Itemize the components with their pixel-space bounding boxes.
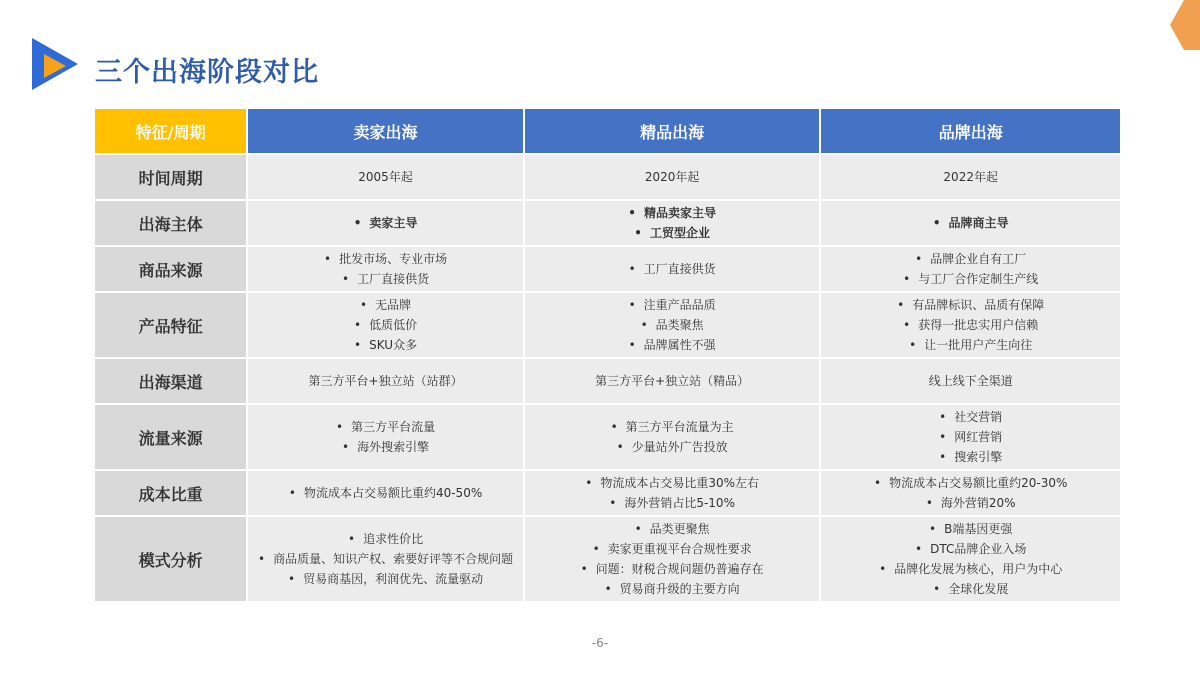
header-corner-cell: 特征/周期 [95,109,246,153]
bullet-list [254,249,517,289]
table-cell [821,359,1120,403]
bullet-item: • 海外搜索引擎 [254,437,517,457]
bullet-list [254,483,517,503]
bullet-list [254,295,517,355]
logo-play-icon [32,38,78,90]
bullet-list [827,295,1114,355]
table-cell [821,471,1120,515]
bullet-item: • 物流成本占交易比重30%左右 [531,473,814,493]
bullet-item: • 与工厂合作定制生产线 [827,269,1114,289]
table-row [95,405,1120,469]
table-cell [248,359,523,403]
table-row [95,247,1120,291]
table-row [95,517,1120,601]
table-cell [821,247,1120,291]
row-label: 出海主体 [95,201,246,245]
cell-text: 第三方平台+独立站（精品） [595,374,750,388]
bullet-list [531,203,814,243]
bullet-list [531,295,814,355]
table-cell [821,405,1120,469]
bullet-list [827,519,1114,599]
table-cell [525,247,820,291]
bullet-item: • 海外营销占比5-10% [531,493,814,513]
bullet-item: • 品类聚焦 [531,315,814,335]
comparison-table [93,107,1122,603]
bullet-item: • B端基因更强 [827,519,1114,539]
header-brand-stage: 品牌出海 [821,109,1120,153]
table-cell [821,293,1120,357]
bullet-list [254,213,517,233]
table-cell [525,201,820,245]
bullet-item: • 有品牌标识、品质有保障 [827,295,1114,315]
table-cell [525,471,820,515]
bullet-item: • 品牌商主导 [827,213,1114,233]
bullet-item: • 物流成本占交易额比重约40-50% [254,483,517,503]
bullet-item: • 品牌属性不强 [531,335,814,355]
cell-text: 线上线下全渠道 [928,374,1013,388]
cell-text: 2005年起 [358,170,413,184]
bullet-item: • 商品质量、知识产权、索要好评等不合规问题 [254,549,517,569]
bullet-item: • 无品牌 [254,295,517,315]
table-cell [821,201,1120,245]
bullet-item: • 品牌化发展为核心，用户为中心 [827,559,1114,579]
bullet-list [531,259,814,279]
table-cell [248,247,523,291]
cell-text: 第三方平台+独立站（站群） [308,374,463,388]
table-cell [248,201,523,245]
bullet-item: • 物流成本占交易额比重约20-30% [827,473,1114,493]
bullet-item: • 让一批用户产生向往 [827,335,1114,355]
table-cell [248,405,523,469]
bullet-item: • 工厂直接供货 [531,259,814,279]
table-row [95,471,1120,515]
cell-text: 2020年起 [644,170,700,184]
bullet-item: • 注重产品品质 [531,295,814,315]
bullet-item: • 贸易商升级的主要方向 [531,579,814,599]
table-row [95,359,1120,403]
bullet-item: • 卖家更重视平台合规性要求 [531,539,814,559]
bullet-list [254,529,517,589]
bullet-item: • 全球化发展 [827,579,1114,599]
page-number: -6- [591,636,609,650]
page-title: 三个出海阶段对比 [95,57,319,88]
table-header-row [95,109,1120,153]
bullet-item: • 问题：财税合规问题仍普遍存在 [531,559,814,579]
corner-hexagon-decoration [1170,0,1200,50]
row-label: 流量来源 [95,405,246,469]
bullet-item: • 品类更聚焦 [531,519,814,539]
bullet-item: • 卖家主导 [254,213,517,233]
row-label: 产品特征 [95,293,246,357]
bullet-list [827,249,1114,289]
table-cell [248,471,523,515]
row-label: 成本比重 [95,471,246,515]
bullet-item: • SKU众多 [254,335,517,355]
table-row [95,155,1120,199]
row-label: 模式分析 [95,517,246,601]
row-label: 商品来源 [95,247,246,291]
bullet-item: • 第三方平台流量为主 [531,417,814,437]
table-cell [821,155,1120,199]
bullet-item: • 精品卖家主导 [531,203,814,223]
table-cell [248,293,523,357]
bullet-item: • 品牌企业自有工厂 [827,249,1114,269]
bullet-list [827,213,1114,233]
cell-text: 2022年起 [943,170,998,184]
table-cell [525,517,820,601]
bullet-list [827,473,1114,513]
bullet-list [531,417,814,457]
bullet-list [531,473,814,513]
bullet-item: • 工贸型企业 [531,223,814,243]
bullet-item: • 搜索引擎 [827,447,1114,467]
table-cell [821,517,1120,601]
table-cell [248,155,523,199]
table-cell [525,359,820,403]
table-cell [525,293,820,357]
table-cell [525,155,820,199]
bullet-list [254,417,517,457]
bullet-item: • 低质低价 [254,315,517,335]
row-label: 时间周期 [95,155,246,199]
bullet-item: • 网红营销 [827,427,1114,447]
table-row [95,201,1120,245]
bullet-item: • 追求性价比 [254,529,517,549]
row-label: 出海渠道 [95,359,246,403]
bullet-item: • 获得一批忠实用户信赖 [827,315,1114,335]
table-cell [525,405,820,469]
bullet-item: • 批发市场、专业市场 [254,249,517,269]
bullet-item: • 社交营销 [827,407,1114,427]
bullet-list [531,519,814,599]
header-seller-stage: 卖家出海 [248,109,523,153]
bullet-item: • 少量站外广告投放 [531,437,814,457]
bullet-item: • 海外营销20% [827,493,1114,513]
bullet-list [827,407,1114,467]
table-row [95,293,1120,357]
table-cell [248,517,523,601]
bullet-item: • DTC品牌企业入场 [827,539,1114,559]
bullet-item: • 工厂直接供货 [254,269,517,289]
bullet-item: • 第三方平台流量 [254,417,517,437]
bullet-item: • 贸易商基因，利润优先、流量驱动 [254,569,517,589]
header-boutique-stage: 精品出海 [525,109,820,153]
